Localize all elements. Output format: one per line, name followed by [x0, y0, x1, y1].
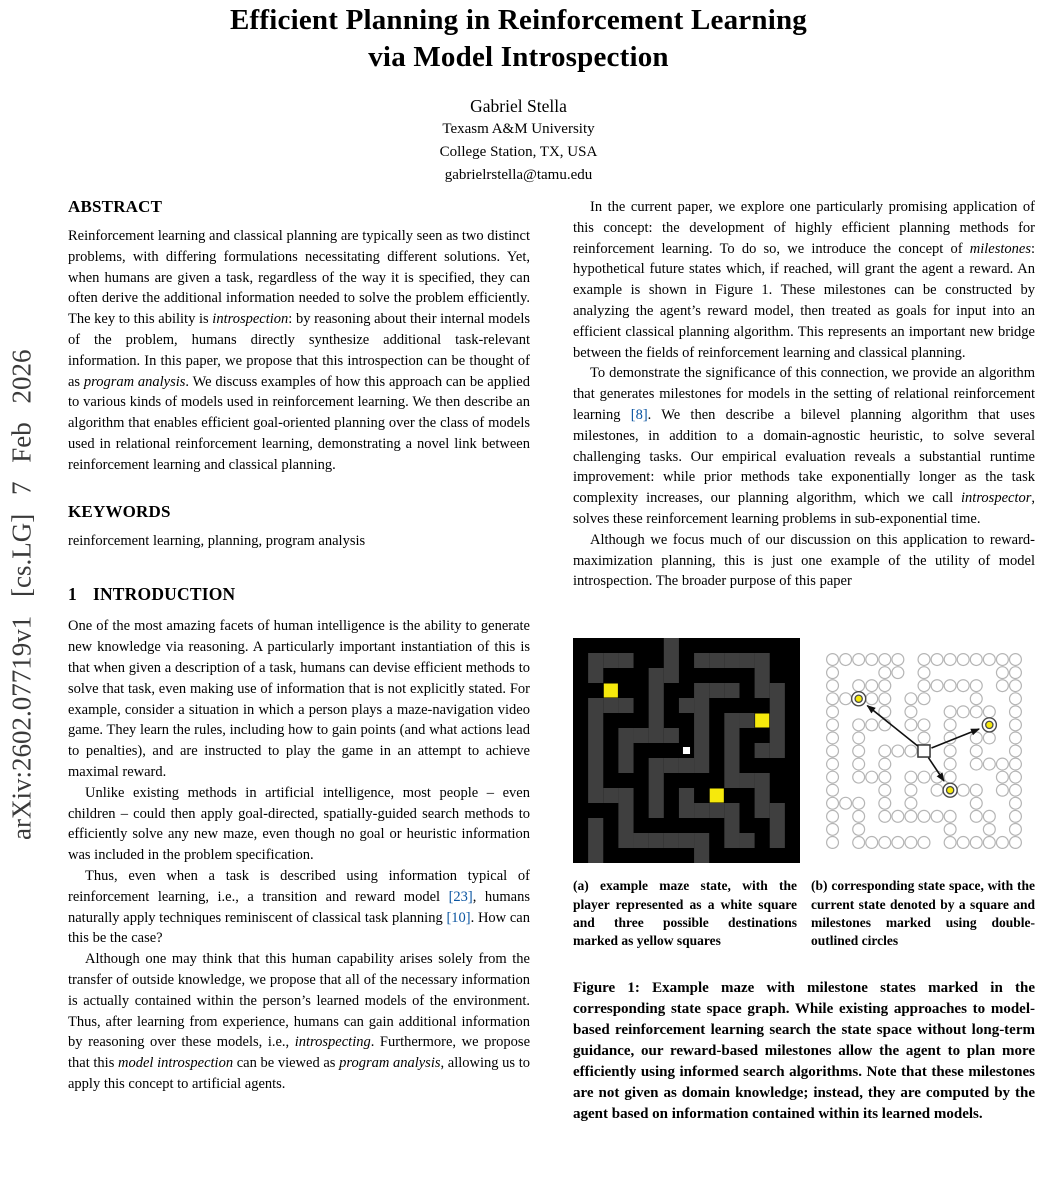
- abstract-heading: ABSTRACT: [68, 197, 163, 216]
- paragraph: [68, 866, 530, 949]
- text-run: , allowing us to apply this concept to artificial agents.: [68, 1055, 530, 1092]
- text-run: , humans naturally apply techniques reminiscent of classical task planning: [68, 888, 530, 926]
- right-column: [573, 197, 1035, 1125]
- italic-term: model introspection: [118, 1055, 234, 1072]
- title-block: [0, 0, 1037, 187]
- right-column-text: [573, 197, 1035, 592]
- text-run: Unlike existing methods in artificial intelligence, most people – even children – could then apply goal-directed, spatially-guided search methods to efficiently solve any new maze, even though no goal or heuristic information was included in the problem specification.: [68, 784, 530, 864]
- section-title: INTRODUCTION: [92, 584, 236, 605]
- state-space-graph-image: [813, 638, 1035, 863]
- paragraph: [573, 197, 1035, 363]
- text-run: can be viewed as: [233, 1055, 340, 1072]
- author-email[interactable]: gabrielrstella@tamu.edu: [444, 167, 593, 183]
- subcaption-a: (a) example maze state, with the player represented as a white square and three possible destinations marked as yellow squares: [573, 878, 797, 949]
- paragraph: [68, 949, 530, 1095]
- text-run: One of the most amazing facets of human intelligence is the ability to generate new knowledge via reasoning. A particularly important instantiation of this is that when given a description of a task, humans can devise efficient methods to solve that task, even making use of information that is not explicitly stated. For example, consider a situation in which a person plays a maze-navigation video game. They learn the rules, including how to gain points (and what actions lead to penalties), and are instructed to play the game in an attempt to achieve maximal reward.: [68, 618, 530, 780]
- italic-term: introspecting: [294, 1034, 371, 1051]
- title-line-2: via Model Introspection: [368, 41, 669, 73]
- author-affiliation: Texasm A&M University: [442, 121, 595, 137]
- text-run: To demonstrate the significance of this connection, we provide an algorithm that generates milestones for models in the setting of relational reinforcement learning: [573, 365, 1035, 423]
- introduction-heading: [68, 584, 530, 605]
- paper-title: [0, 2, 1037, 76]
- text-run: : by reasoning about their internal models of the problem, humans directly synthesize additional task-relevant information. In this paper, we propose that this introspection can be thought of as: [68, 311, 530, 390]
- keywords-heading: KEYWORDS: [68, 501, 171, 521]
- maze-svg: [573, 638, 800, 863]
- text-run: : hypothetical future states which, if reached, will grant the agent a reward. An example is shown in Figure 1. These milestones can be constructed by analyzing the agent’s reward model, then treated as goals for input into an efficient classical planning algorithm. This represents an important new bridge between the fields of reinforcement learning and classical planning.: [573, 240, 1035, 361]
- subcaptions: [573, 877, 1035, 951]
- paragraph: [573, 530, 1035, 592]
- paragraph: [68, 616, 530, 782]
- figure-1: [573, 638, 1035, 1125]
- text-run: Thus, even when a task is described using information typical of reinforcement learning, i.e., a transition and reward model: [68, 867, 530, 905]
- citation-link[interactable]: [10]: [446, 909, 471, 926]
- author-name: Gabriel Stella: [470, 96, 567, 116]
- text-run: . Furthermore, we propose that this: [68, 1034, 531, 1072]
- figure-panels: [573, 638, 1035, 863]
- text-run: , solves these reinforcement learning problems in sub-exponential time.: [573, 490, 1035, 527]
- abstract-text: [68, 226, 530, 476]
- maze-image: [573, 638, 800, 863]
- text-run: Although we focus much of our discussion on this application to reward-maximization planning, this is just one example of the utility of model introspection. The broader purpose of this paper: [573, 531, 1035, 590]
- text-run: . We then describe a bilevel planning algorithm that uses milestones, in addition to a domain-agnostic heuristic, to solve several challenging tasks. Our empirical evaluation reveals a substantial runtime improvement: while prior methods take exponentially longer as the task complexity increases, our planning algorithm, which we call: [573, 406, 1035, 507]
- paragraph: [68, 226, 530, 476]
- italic-term: introspection: [212, 311, 289, 328]
- text-run: . We discuss examples of how this approach can be applied to various kinds of models used in reinforcement learning. We then describe an algorithm that enables efficient goal-oriented planning over the class of models used in relational reinforcement learning, demonstrating a novel link between reinforcement learning and classical planning.: [68, 373, 530, 473]
- italic-term: program analysis: [83, 373, 186, 390]
- italic-term: program analysis: [339, 1055, 441, 1072]
- italic-term: introspector: [961, 490, 1032, 507]
- left-column: [68, 197, 530, 1125]
- title-line-1: Efficient Planning in Reinforcement Learning: [230, 4, 807, 36]
- keywords-text: reinforcement learning, planning, program analysis: [68, 532, 366, 549]
- text-run: Reinforcement learning and classical planning are typically seen as two distinct problems, with differing formulations necessitating different solutions. Yet, when humans are given a task, regardless of the way it is specified, they can often derive the additional information needed to solve the problem efficiently. The key to this ability is: [68, 228, 530, 328]
- subcaption-b: (b) corresponding state space, with the current state denoted by a square and milestones marked using double-outlined circles: [811, 878, 1035, 949]
- italic-term: milestones: [969, 240, 1031, 257]
- two-column-body: [0, 197, 1037, 1125]
- citation-link[interactable]: [8]: [630, 406, 648, 423]
- author-location: College Station, TX, USA: [439, 144, 598, 160]
- introduction-text: [68, 616, 530, 1094]
- section-number: 1: [68, 584, 77, 605]
- paragraph: [573, 363, 1035, 529]
- arxiv-watermark: arXiv:2602.07719v1 [cs.LG] 7 Feb 2026: [6, 349, 37, 840]
- text-run: Although one may think that this human capability arises solely from the transfer of outside knowledge, we propose that all of the necessary information is actually contained within the person’s learned models of the environment. Thus, after learning from experience, humans can gain additional information by reasoning over these models, i.e.,: [68, 951, 530, 1051]
- citation-link[interactable]: [23]: [448, 888, 473, 905]
- text-run: In the current paper, we explore one particularly promising application of this concept: the development of highly efficient planning methods for reinforcement learning. To do so, we introduce the concept of: [573, 199, 1035, 257]
- figure-caption: Figure 1: Example maze with milestone states marked in the corresponding state space graph. While existing approaches to model-based reinforcement learning search the state space without long-term guidance, our reward-based milestones allow the agent to plan more efficiently using informed search algorithms. Note that these milestones are not given as domain knowledge; instead, they are computed by the agent based on information contained within its learned models.: [573, 979, 1035, 1122]
- state-space-graph-svg: [825, 650, 1023, 852]
- paragraph: [68, 783, 530, 866]
- text-run: . How can this be the case?: [68, 909, 530, 947]
